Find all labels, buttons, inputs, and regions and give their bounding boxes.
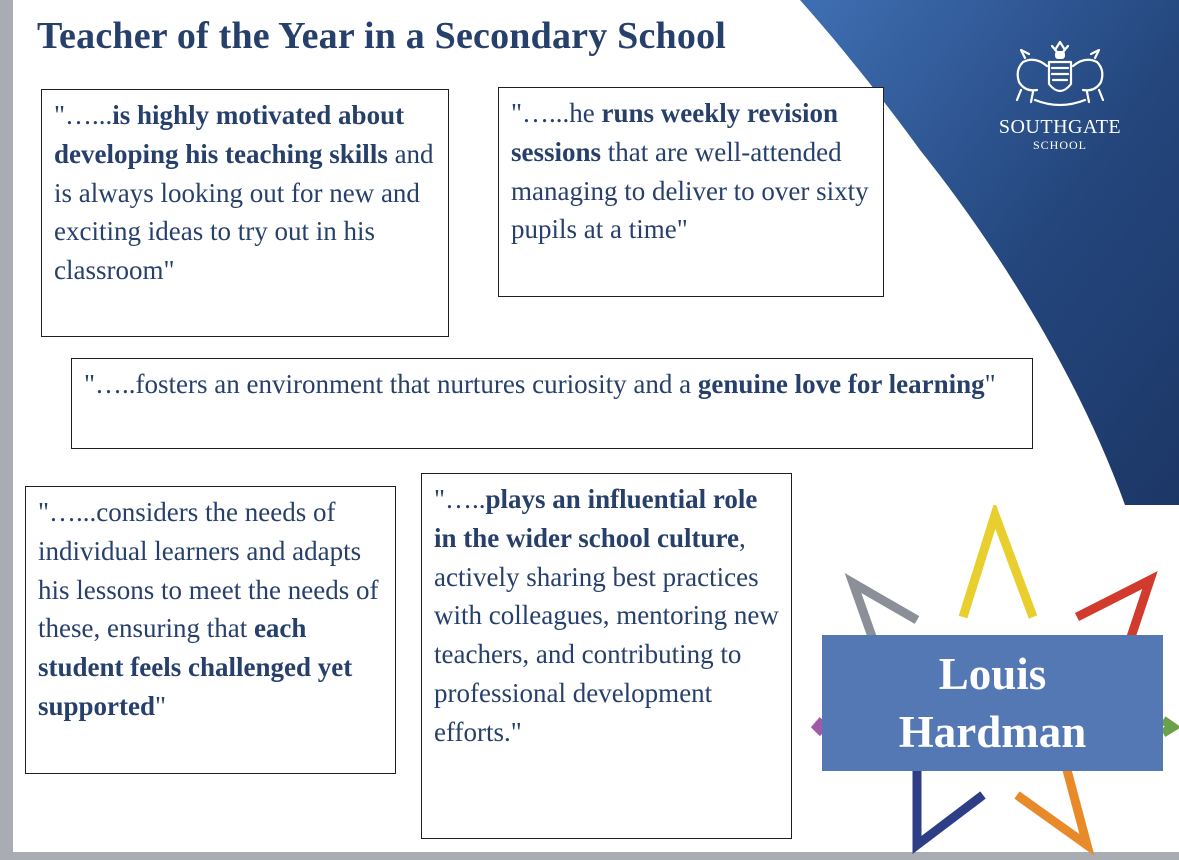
school-name: SOUTHGATE [998, 116, 1122, 138]
quote-text: "….. [434, 484, 486, 514]
quote-box-revision [498, 87, 884, 297]
quote-highlight: is highly motivated about developing his teaching skills [54, 100, 405, 169]
quote-box-learners [25, 486, 396, 774]
quote-text: that are well-attended managing to deliver to over sixty pupils at a time" [511, 136, 869, 245]
star-stroke-orange [1017, 770, 1087, 845]
quote-text: " [984, 369, 996, 399]
name-banner [822, 635, 1163, 771]
name-first: Louis [938, 649, 1047, 699]
quote-text: "…...he [511, 98, 602, 128]
quote-highlight: genuine love for learning [697, 369, 985, 399]
quote-highlight: each student feels challenged yet supported [38, 613, 353, 721]
quote-highlight: plays an influential role in the wider school culture [434, 484, 758, 553]
quote-box-environment [71, 358, 1033, 449]
school-logo [990, 40, 1130, 170]
quote-text: and is always looking out for new and exciting ideas to try out in his classroom" [54, 138, 434, 286]
quote-box-culture [421, 473, 792, 839]
star-stroke-green [1163, 720, 1173, 733]
school-subtitle: SCHOOL [1032, 138, 1087, 152]
star-stroke-yellow [963, 515, 1033, 617]
quote-text: "…...considers the needs of individual learners and adapts his lessons to meet the needs of these, ensuring that [38, 497, 379, 644]
quote-text: "…... [54, 100, 113, 130]
left-edge-bar [0, 0, 13, 860]
quote-text: " [155, 690, 167, 721]
crest-icon [1005, 40, 1115, 110]
quote-highlight: runs weekly revision sessions [511, 98, 839, 167]
name-last: Hardman [898, 707, 1087, 757]
quote-text: , actively sharing best practices with colleagues, mentoring new teachers, and contributing to professional development efforts." [434, 522, 779, 747]
star-stroke-navy [917, 770, 983, 845]
quote-text: "…..fosters an environment that nurtures curiosity and a [84, 369, 698, 399]
quote-box-motivation [41, 89, 449, 337]
page-title: Teacher of the Year in a Secondary School [37, 15, 727, 57]
